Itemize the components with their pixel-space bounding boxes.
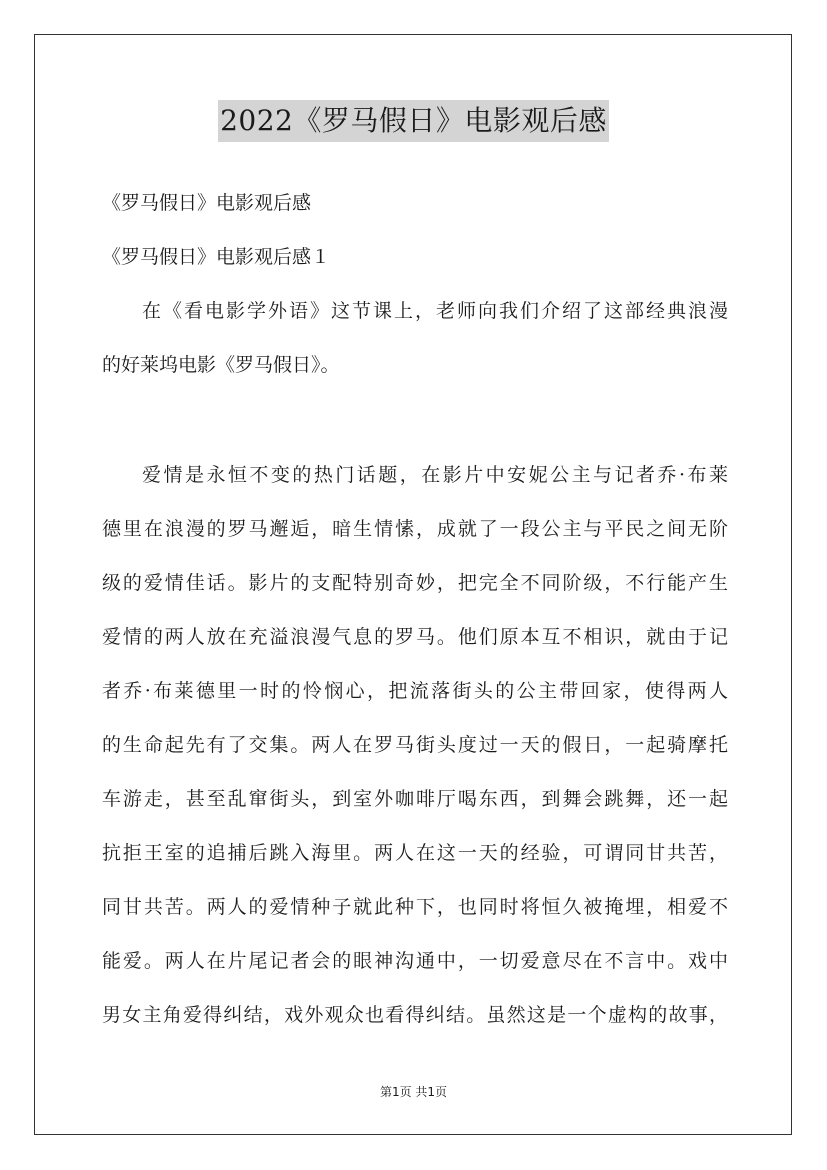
paragraph-2-line-3: 级的爱情佳话。影片的支配特别奇妙，把完全不同阶级，不行能产生 [102, 572, 728, 594]
paragraph-2-line-6: 的生命起先有了交集。两人在罗马街头度过一天的假日，一起骑摩托 [102, 734, 728, 756]
subheading-1: 《罗马假日》电影观后感 [102, 192, 312, 214]
paragraph-2-line-11: 男女主角爱得纠结，戏外观众也看得纠结。虽然这是一个虚构的故事， [102, 1004, 728, 1026]
paragraph-2-line-10: 能爱。两人在片尾记者会的眼神沟通中，一切爱意尽在不言中。戏中 [102, 950, 728, 972]
paragraph-2-line-5: 者乔·布莱德里一时的怜悯心，把流落街头的公主带回家，使得两人 [102, 680, 728, 702]
paragraph-2-line-2: 德里在浪漫的罗马邂逅，暗生情愫，成就了一段公主与平民之间无阶 [102, 518, 728, 540]
paragraph-2-line-7: 车游走，甚至乱窜街头，到室外咖啡厅喝东西，到舞会跳舞，还一起 [102, 788, 728, 810]
document-body [102, 176, 728, 1042]
paragraph-2-line-4: 爱情的两人放在充溢浪漫气息的罗马。他们原本互不相识，就由于记 [102, 626, 728, 648]
subheading-2: 《罗马假日》电影观后感１ [102, 246, 331, 268]
title-container [0, 100, 827, 142]
paragraph-2-line-1: 爱情是永恒不变的热门话题，在影片中安妮公主与记者乔·布莱 [142, 464, 728, 486]
paragraph-1-line-1: 在《看电影学外语》这节课上，老师向我们介绍了这部经典浪漫 [142, 300, 728, 322]
paragraph-2-line-9: 同甘共苦。两人的爱情种子就此种下，也同时将恒久被掩埋，相爱不 [102, 896, 728, 918]
page-footer [0, 1083, 827, 1100]
paragraph-2-line-8: 抗拒王室的追捕后跳入海里。两人在这一天的经验，可谓同甘共苦， [102, 842, 728, 864]
document-title: 2022《罗马假日》电影观后感 [218, 100, 609, 142]
paragraph-spacer [102, 392, 728, 448]
paragraph-1-line-2: 的好莱坞电影《罗马假日》。 [102, 354, 340, 376]
page-number-label: 第1页 共1页 [379, 1085, 448, 1099]
